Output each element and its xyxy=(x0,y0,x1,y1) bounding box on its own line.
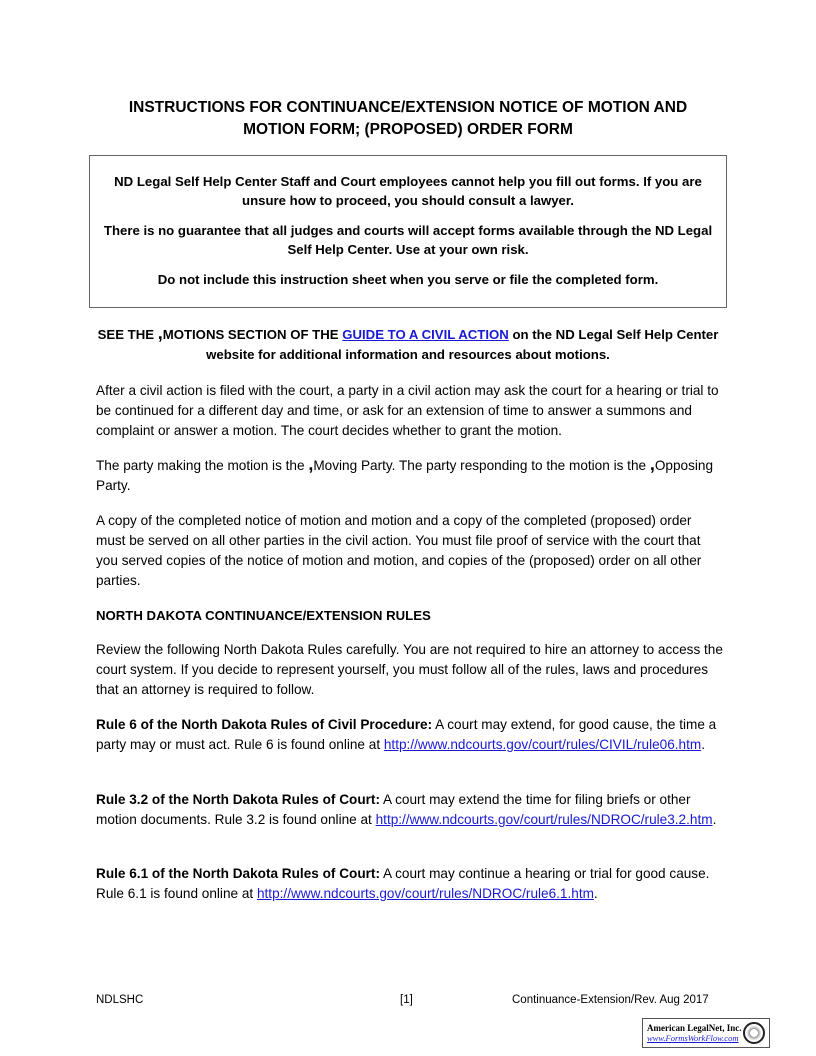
rule-6-paragraph: Rule 6 of the North Dakota Rules of Civil Procedure: A court may extend, for good cause, the time a party may or must act. Rule 6 is found online at http://www.ndcourts.gov/court/rules/CIVIL/rule06.htm. xyxy=(96,717,717,752)
footer-left: NDLSHC xyxy=(96,994,144,1006)
service-paragraph: A copy of the completed notice of motion and motion and a copy of the completed (proposed) order must be served on all other parties in the civil action. You must file proof of service with the court that you served copies of the notice of motion and motion, and copies of the (proposed) order on all other parties. xyxy=(96,513,702,588)
intro-paragraph: After a civil action is filed with the court, a party in a civil action may ask the court for a hearing or trial to be continued for a different day and time, or ask for an extension of time to answer a summons and complaint or answer a motion. The court decides whether to grant the motion. xyxy=(96,383,719,438)
quote-mark-icon: , xyxy=(308,454,314,474)
rule-name: Rule 3.2 of the North Dakota Rules of Court: xyxy=(96,792,380,807)
rule-name: Rule 6 of the North Dakota Rules of Civil Procedure: xyxy=(96,717,433,732)
rule-6-1-link[interactable]: http://www.ndcourts.gov/court/rules/NDROC/rule6.1.htm xyxy=(256,886,594,901)
title-line-1: INSTRUCTIONS FOR CONTINUANCE/EXTENSION NOTICE OF MOTION AND xyxy=(128,99,688,116)
disclaimer-box xyxy=(89,155,727,308)
see-guide-paragraph: SEE THE ,MOTIONS SECTION OF THE GUIDE TO A CIVIL ACTION on the ND Legal Self Help Center website for additional information and resources about motions. xyxy=(97,323,719,362)
rule-3-2-paragraph: Rule 3.2 of the North Dakota Rules of Court: A court may extend the time for filing briefs or other motion documents. Rule 3.2 is found online at http://www.ndcourts.gov/court/rules/NDROC/rule3.2.htm. xyxy=(96,792,717,827)
title-line-2: MOTION FORM; (PROPOSED) ORDER FORM xyxy=(243,121,573,138)
rule-6-link[interactable]: http://www.ndcourts.gov/court/rules/CIVIL/rule06.htm xyxy=(383,737,702,752)
disclaimer-do-not-include: Do not include this instruction sheet when you serve or file the completed form. xyxy=(157,272,659,287)
rule-name: Rule 6.1 of the North Dakota Rules of Court: xyxy=(96,866,380,881)
seal-icon xyxy=(743,1022,765,1044)
rule-6-1-paragraph: Rule 6.1 of the North Dakota Rules of Court: A court may continue a hearing or trial for good cause. Rule 6.1 is found online at http://www.ndcourts.gov/court/rules/NDROC/rule6.1.htm. xyxy=(96,866,710,901)
parties-paragraph: The party making the motion is the ,Moving Party. The party responding to the motion is the ,Opposing Party. xyxy=(96,454,714,493)
footer-revision: Continuance-Extension/Rev. Aug 2017 xyxy=(512,994,709,1006)
disclaimer-guarantee: There is no guarantee that all judges and courts will accept forms available through the ND Legal Self Help Center. Use at your own risk. xyxy=(103,223,713,257)
quote-mark-icon: , xyxy=(157,323,163,343)
disclaimer-staff: ND Legal Self Help Center Staff and Court employees cannot help you fill out forms. If you are unsure how to proceed, you should consult a lawyer. xyxy=(114,174,702,208)
page-title xyxy=(96,97,720,141)
guide-to-civil-action-link[interactable]: GUIDE TO A CIVIL ACTION xyxy=(342,327,509,342)
rule-3-2-link[interactable]: http://www.ndcourts.gov/court/rules/NDROC/rule3.2.htm xyxy=(375,812,713,827)
review-paragraph: Review the following North Dakota Rules carefully. You are not required to hire an attorney to access the court system. If you decide to represent yourself, you must follow all of the rules, laws and procedures that an attorney is required to follow. xyxy=(96,642,723,697)
badge-url: www.FormsWorkFlow.com xyxy=(647,1033,739,1043)
footer-page-number: [1] xyxy=(400,994,413,1006)
quote-mark-icon: , xyxy=(649,454,655,474)
badge-company: American LegalNet, Inc. xyxy=(647,1023,742,1033)
rules-heading: NORTH DAKOTA CONTINUANCE/EXTENSION RULES xyxy=(96,608,431,623)
american-legalnet-badge[interactable] xyxy=(642,1018,770,1048)
